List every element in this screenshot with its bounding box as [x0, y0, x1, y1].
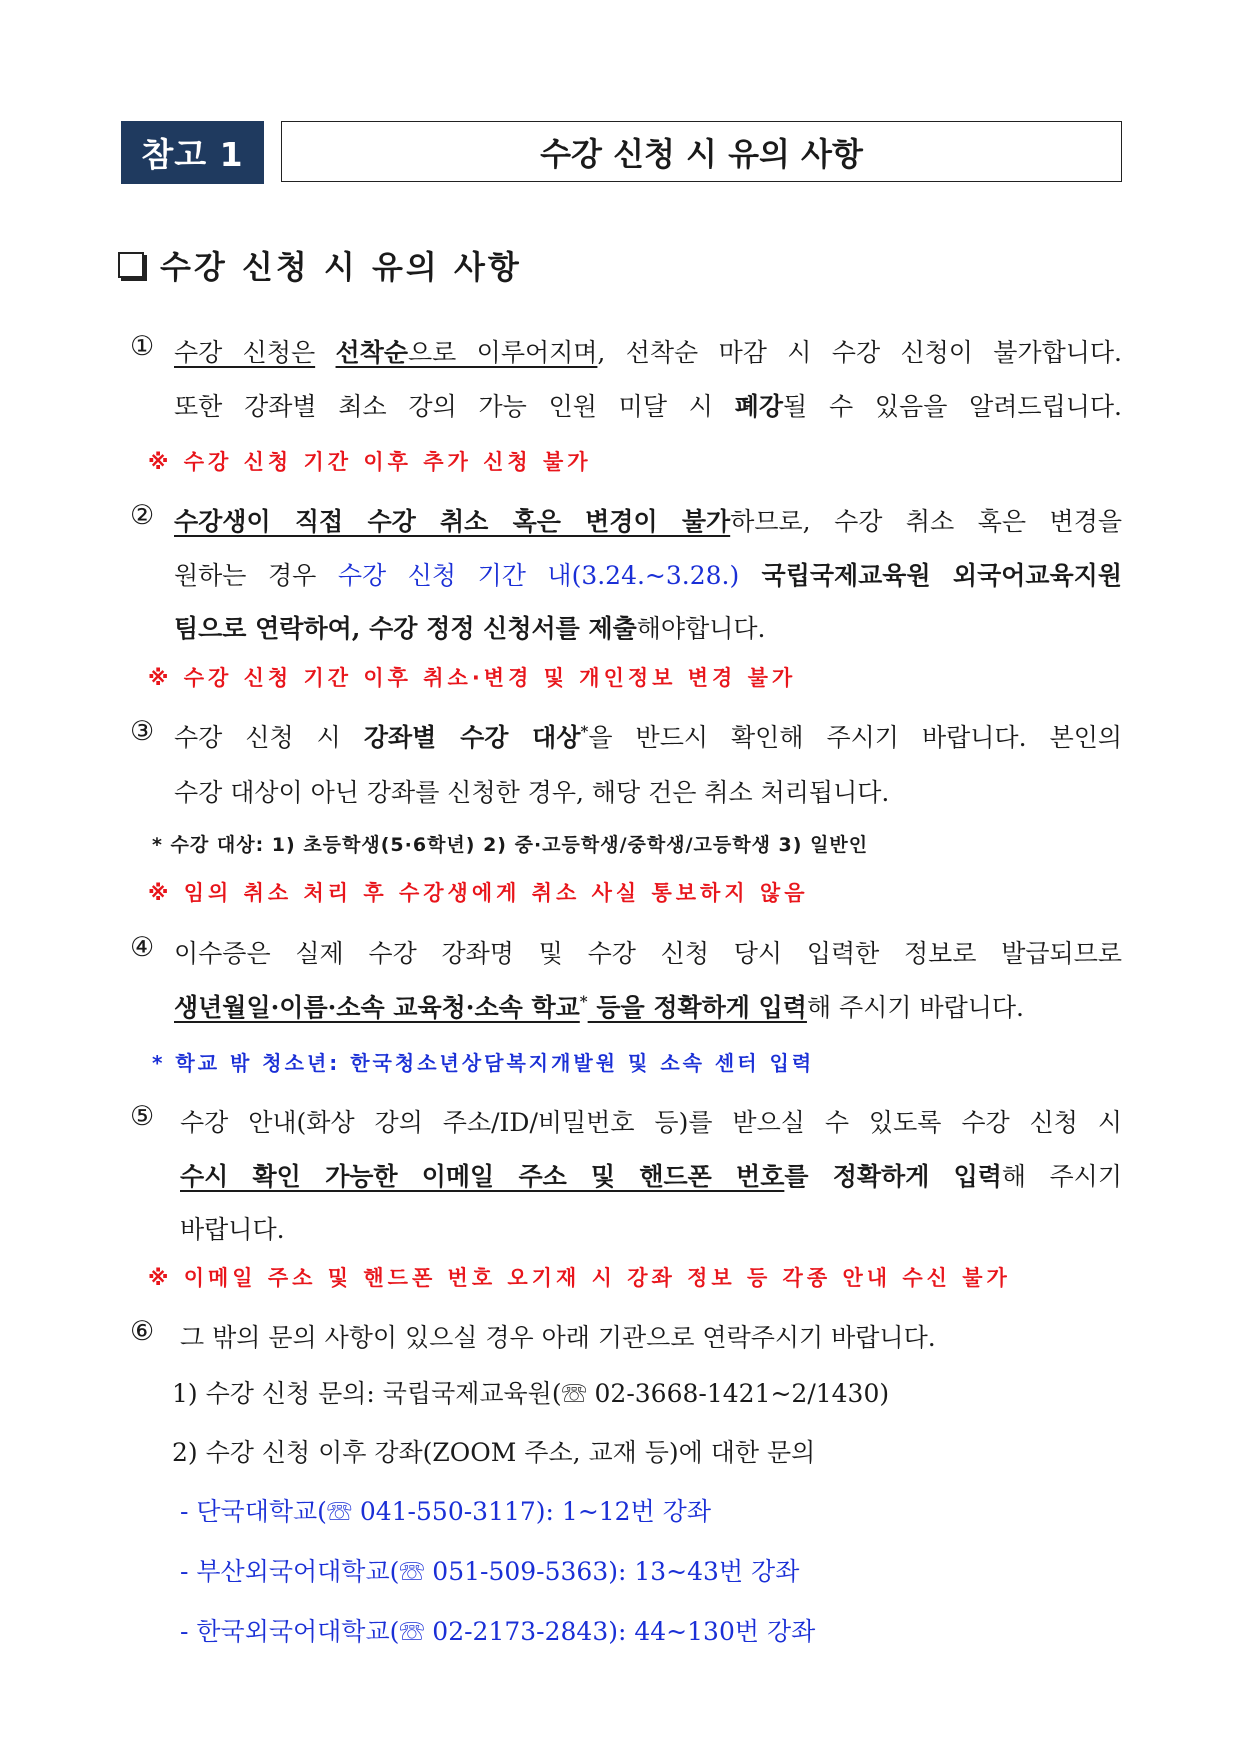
item-6-number: ⑥: [130, 1316, 155, 1347]
item-4-bold: 등을 정확하게 입력: [587, 993, 807, 1022]
item-2-l3-bold: 팀으로 연락하여, 수강 정정 신청서를 제출: [174, 614, 637, 643]
contact-hufs: - 한국외국어대학교(☏ 02-2173-2843): 44~130번 강좌: [180, 1617, 816, 1646]
item-2-rest: 하므로, 수강 취소 혹은 변경을: [730, 507, 1122, 536]
item-1-l2-bold: 폐강: [734, 392, 784, 421]
item-5-bold: 를 정확하게 입력: [784, 1162, 1002, 1191]
item-2-number: ②: [130, 500, 155, 531]
item-1-underlined: 수강 신청은: [174, 338, 316, 367]
item-2-org: 국립국제교육원 외국어교육지원: [739, 561, 1122, 590]
item-2-bold: 수강생이 직접 수강 취소 혹은 변경이 불가: [174, 507, 731, 536]
checkbox-square-icon: [118, 252, 144, 278]
item-4-l2c: 해 주시기 바랍니다.: [806, 993, 1024, 1022]
item-5-line-3: 바랍니다.: [180, 1215, 285, 1244]
item-2-note: ※ 수강 신청 기간 이후 취소·변경 및 개인정보 변경 불가: [148, 666, 797, 690]
item-1-l2a: 또한 강좌별 최소 강의 가능 인원 미달 시: [174, 392, 735, 421]
item-1-note: ※ 수강 신청 기간 이후 추가 신청 불가: [148, 450, 592, 474]
contact-busan: - 부산외국어대학교(☏ 051-509-5363): 13~43번 강좌: [180, 1557, 800, 1586]
item-3-bold: 강좌별 수강 대상: [363, 723, 581, 752]
item-3-number: ③: [130, 716, 155, 747]
reference-badge: 참고 1: [121, 121, 264, 184]
item-4-sub-note: * 학교 밖 청소년: 한국청소년상담복지개발원 및 소속 센터 입력: [152, 1051, 815, 1075]
item-3-asterisk: *: [580, 722, 589, 741]
item-1-rest: , 선착순 마감 시 수강 신청이 불가합니다.: [597, 338, 1123, 367]
item-6-line-1: 그 밖의 문의 사항이 있으실 경우 아래 기관으로 연락주시기 바랍니다.: [180, 1323, 936, 1352]
item-1-bold: 선착순: [335, 338, 408, 367]
item-5-l2c: 해 주시기: [1001, 1162, 1122, 1191]
contact-dankook: - 단국대학교(☏ 041-550-3117): 1~12번 강좌: [180, 1497, 711, 1526]
item-5-line-2: [180, 1157, 1122, 1193]
section-heading-text: 수강 신청 시 유의 사항: [160, 248, 522, 286]
item-4-number: ④: [130, 932, 155, 963]
item-1-number: ①: [130, 331, 155, 362]
item-3-line-2: 수강 대상이 아닌 강좌를 신청한 경우, 해당 건은 취소 처리됩니다.: [174, 778, 890, 807]
item-4-line-1: 이수증은 실제 수강 강좌명 및 수강 신청 당시 입력한 정보로 발급되므로: [174, 939, 1122, 968]
item-3-l1a: 수강 신청 시: [174, 723, 364, 752]
item-2-line-1: [174, 502, 1122, 538]
item-1-line-2: [174, 387, 1122, 423]
item-5-line-1: 수강 안내(화상 강의 주소/ID/비밀번호 등)를 받으실 수 있도록 수강 신청 시: [180, 1108, 1122, 1137]
item-4-underlined: 생년월일·이름·소속 교육청·소속 학교: [174, 993, 580, 1022]
item-5-number: ⑤: [130, 1101, 155, 1132]
page-title: 수강 신청 시 유의 사항: [281, 121, 1122, 182]
item-3-note: ※ 임의 취소 처리 후 수강생에게 취소 사실 통보하지 않음: [148, 881, 809, 905]
contact-2: 2) 수강 신청 이후 강좌(ZOOM 주소, 교재 등)에 대한 문의: [172, 1438, 816, 1467]
item-2-period: 수강 신청 기간 내(3.24.~3.28.): [337, 561, 740, 590]
item-5-note: ※ 이메일 주소 및 핸드폰 번호 오기재 시 강좌 정보 등 각종 안내 수신 불가: [148, 1266, 1011, 1290]
item-2-line-2: [174, 556, 1122, 592]
section-heading: [118, 242, 522, 288]
item-2-l3c: 해야합니다.: [636, 614, 766, 643]
item-3-line-1: [174, 718, 1122, 754]
item-1-l2c: 될 수 있음을 알려드립니다.: [783, 392, 1122, 421]
item-5-underlined: 수시 확인 가능한 이메일 주소 및 핸드폰 번호: [180, 1162, 785, 1191]
item-3-sub-note: * 수강 대상: 1) 초등학생(5·6학년) 2) 중·고등학생/중학생/고등학생 3) 일반인: [152, 834, 869, 856]
item-1-line-1: [174, 333, 1122, 369]
item-3-l1c: 을 반드시 확인해 주시기 바랍니다. 본인의: [588, 723, 1123, 752]
item-4-line-2: [174, 988, 1024, 1024]
item-2-line-3: [174, 609, 765, 645]
item-1-underlined-2: 으로 이루어지며: [407, 338, 598, 367]
contact-1: 1) 수강 신청 문의: 국립국제교육원(☏ 02-3668-1421~2/1430): [172, 1379, 890, 1408]
item-2-l2a: 원하는 경우: [174, 561, 338, 590]
item-4-asterisk: *: [579, 992, 588, 1011]
